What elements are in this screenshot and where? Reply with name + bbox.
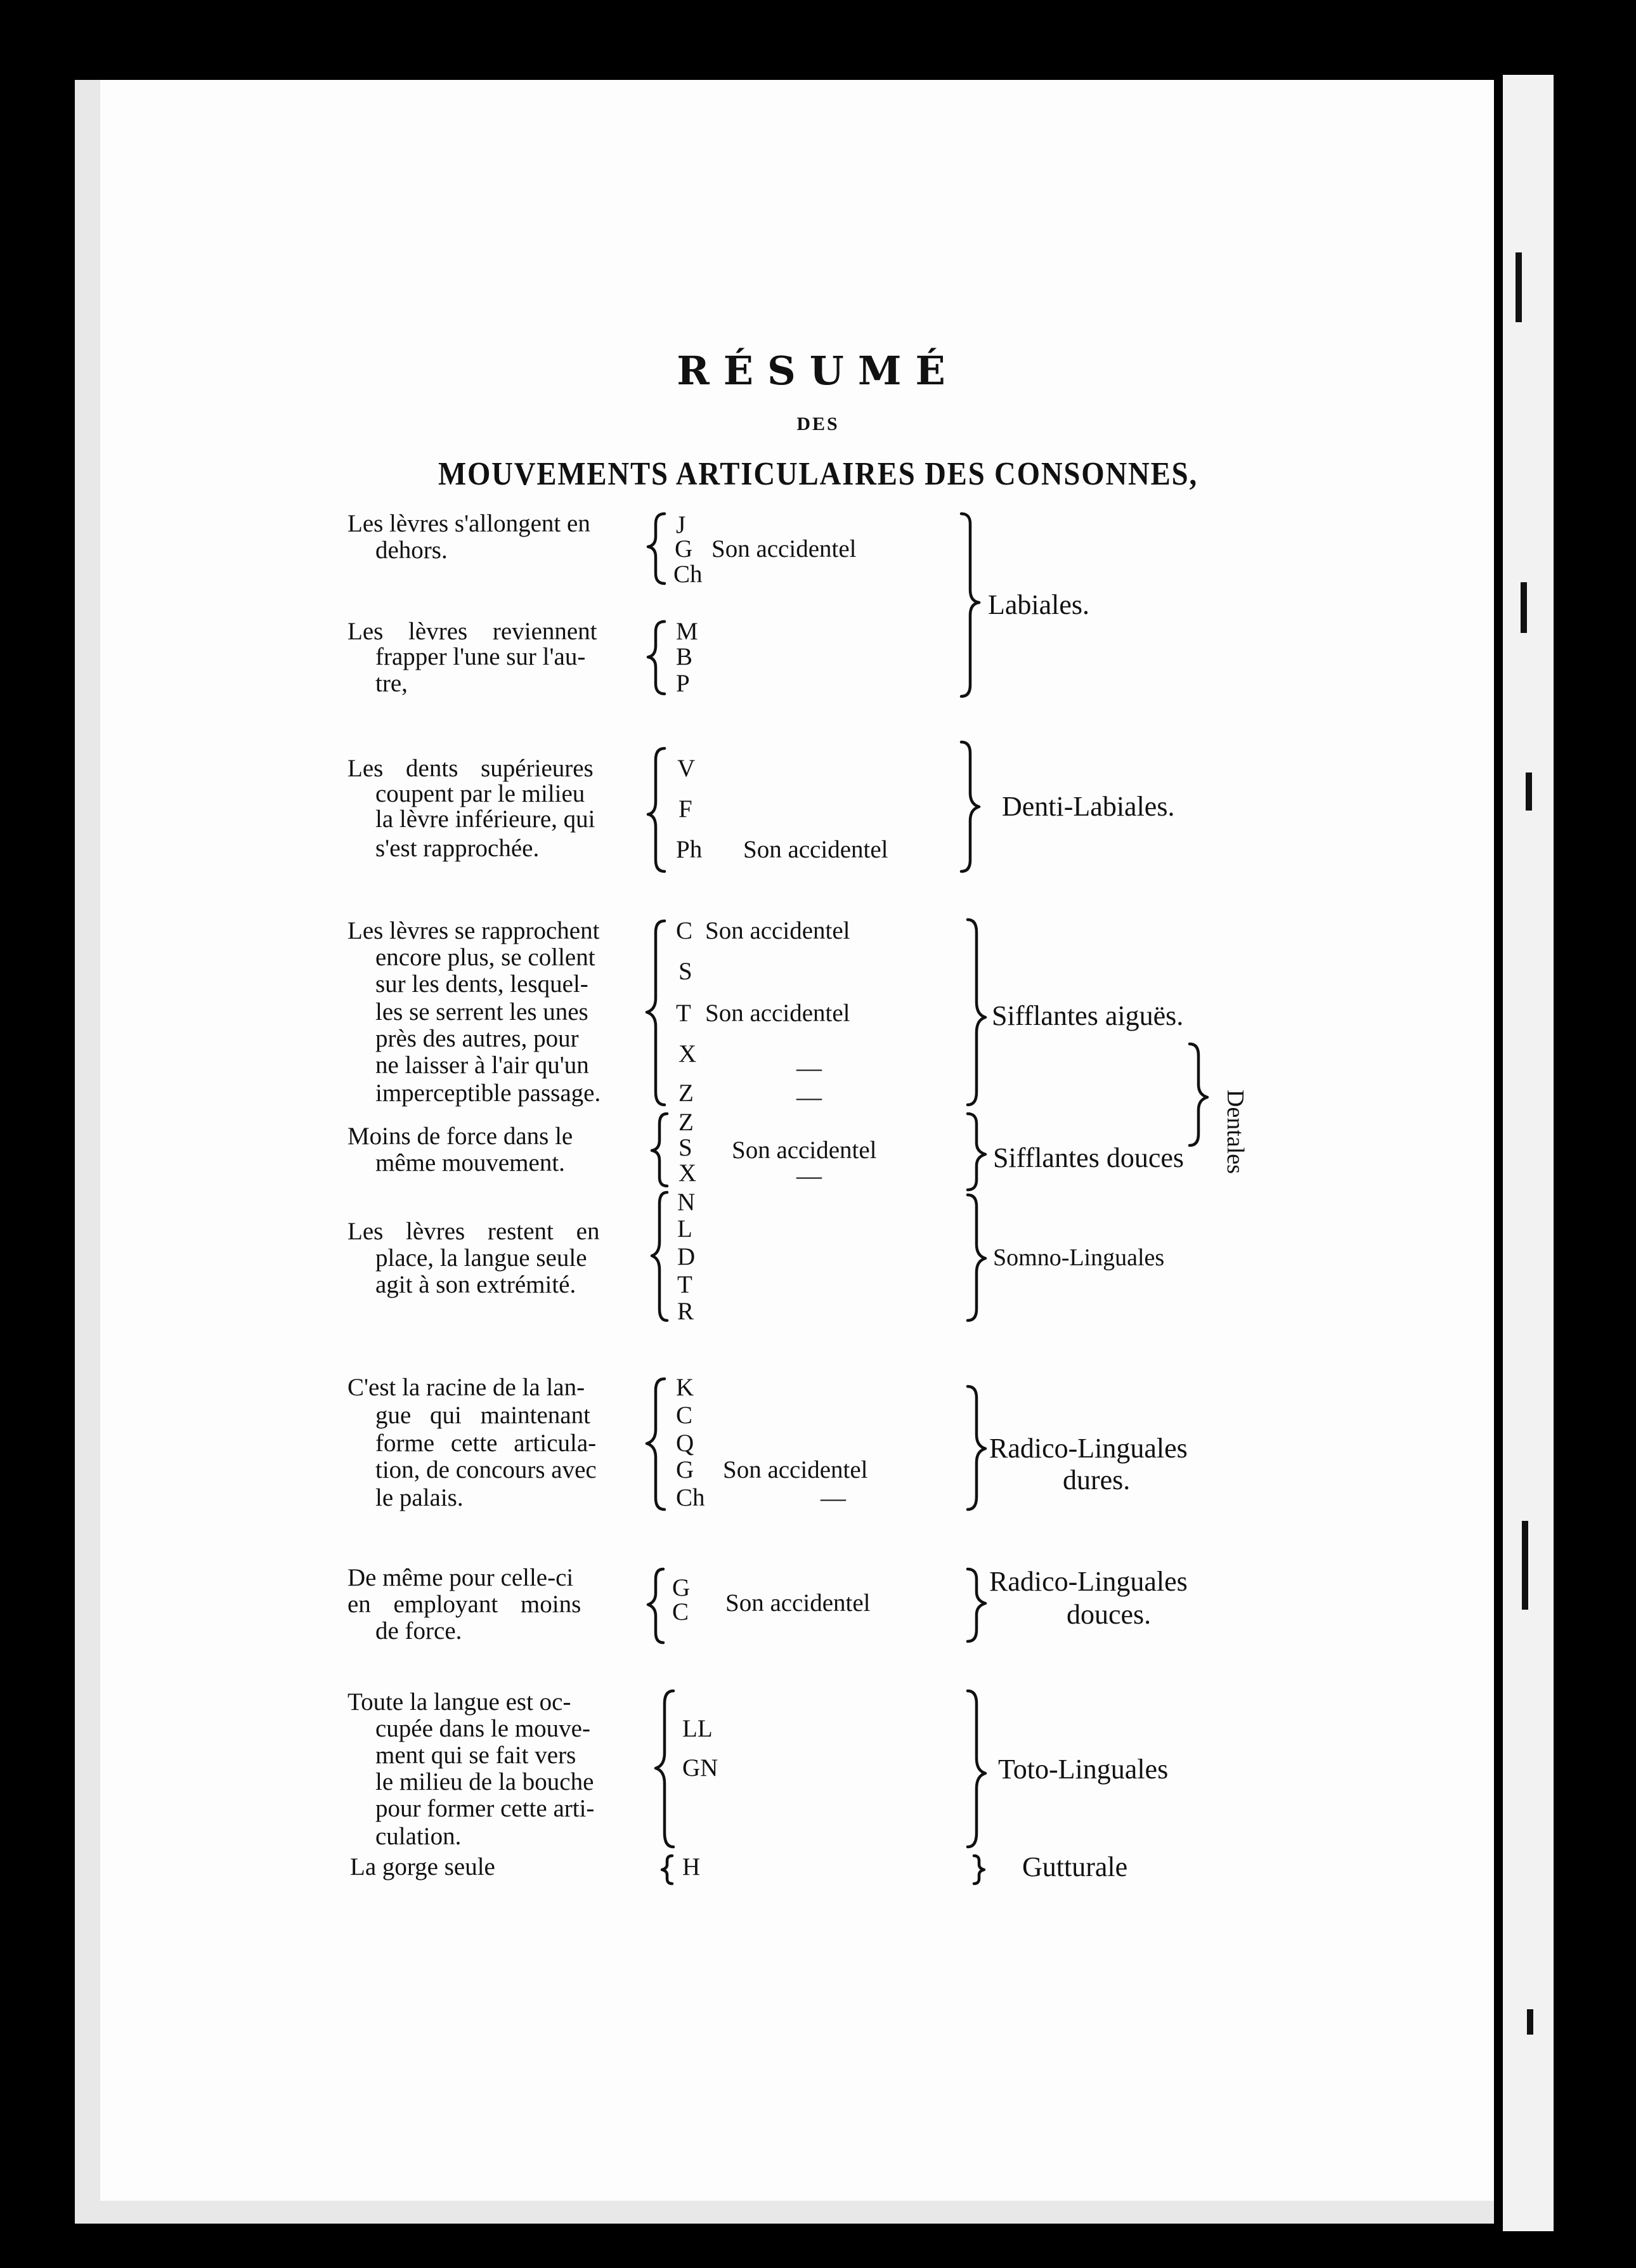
- class-label-toto-linguales: Toto-Linguales: [998, 1754, 1169, 1785]
- left-brace: [652, 1114, 667, 1186]
- consonant-letter: J: [676, 511, 686, 538]
- right-brace: [968, 1386, 985, 1509]
- consonant-letter: K: [676, 1374, 694, 1401]
- left-brace: [662, 1856, 672, 1884]
- desc-line: pour former cette arti-: [375, 1795, 595, 1822]
- consonant-letter: B: [676, 643, 693, 670]
- consonant-letter: GN: [682, 1754, 718, 1782]
- consonant-letter: Z: [678, 1109, 694, 1136]
- desc-line: près des autres, pour: [375, 1025, 579, 1052]
- ditto-dash: —: [796, 1083, 822, 1111]
- class-label-radico-douces: Radico-Linguales: [989, 1566, 1188, 1597]
- left-brace: [652, 1192, 667, 1320]
- consonant-letter: X: [678, 1040, 697, 1067]
- consonant-letter: Z: [678, 1079, 694, 1107]
- desc-line: place, la langue seule: [375, 1244, 587, 1272]
- desc-line: forme cette articula-: [375, 1430, 597, 1457]
- consonant-letter: F: [678, 795, 692, 823]
- desc-line: Toute la langue est oc-: [347, 1688, 571, 1716]
- consonant-letter: M: [676, 618, 698, 645]
- consonant-letter: C: [672, 1598, 689, 1626]
- consonant-letter: G: [675, 535, 693, 563]
- ditto-dash: —: [821, 1483, 846, 1512]
- consonant-letter: V: [677, 755, 696, 782]
- desc-line: en employant moins: [347, 1591, 581, 1618]
- class-label-labiales: Labiales.: [988, 589, 1090, 620]
- ditto-dash: —: [796, 1053, 822, 1082]
- left-brace: [648, 622, 665, 694]
- desc-line: C'est la racine de la lan-: [347, 1374, 585, 1401]
- subtitle-des: DES: [796, 414, 840, 434]
- desc-line: tre,: [375, 670, 408, 697]
- desc-line: Les lèvres restent en: [347, 1218, 600, 1245]
- desc-line: sur les dents, lesquel-: [375, 970, 588, 998]
- consonant-letter: H: [682, 1853, 701, 1880]
- consonant-letter: N: [677, 1189, 696, 1216]
- subtitle-main: MOUVEMENTS ARTICULAIRES DES CONSONNES,: [438, 456, 1198, 492]
- desc-line: imperceptible passage.: [375, 1079, 601, 1107]
- left-brace: [647, 921, 665, 1105]
- left-brace: [648, 748, 665, 871]
- desc-line: frapper l'une sur l'au-: [375, 643, 586, 670]
- desc-line: encore plus, se collent: [375, 944, 595, 971]
- consonant-letter: T: [677, 1271, 692, 1298]
- consonant-letter: R: [677, 1298, 694, 1325]
- consonant-letter: C: [676, 1402, 693, 1429]
- desc-line: le palais.: [375, 1484, 464, 1511]
- class-label-denti-labiales: Denti-Labiales.: [1002, 791, 1175, 822]
- class-label-radico-dures-sub: dures.: [1063, 1464, 1131, 1496]
- consonant-letter: L: [677, 1215, 692, 1242]
- consonant-letter: Ch: [673, 561, 703, 588]
- right-brace: [961, 514, 979, 696]
- left-brace: [647, 1379, 665, 1509]
- class-label-sifflantes-aigues: Sifflantes aiguës.: [992, 1000, 1184, 1031]
- class-label-radico-dures: Radico-Linguales: [989, 1433, 1188, 1464]
- right-brace: [961, 742, 979, 871]
- page-title: RÉSUMÉ: [677, 348, 959, 394]
- desc-line: coupent par le milieu: [375, 780, 585, 807]
- consonant-letter: LL: [682, 1715, 713, 1742]
- left-brace: [656, 1691, 673, 1847]
- consonant-letter: Q: [676, 1430, 694, 1457]
- consonant-letter: S: [678, 958, 692, 985]
- consonant-letter: T: [676, 1000, 691, 1027]
- desc-line: De même pour celle-ci: [347, 1564, 574, 1591]
- class-label-gutturale: Gutturale: [1022, 1851, 1128, 1882]
- right-brace: [968, 1114, 985, 1190]
- son-accidentel-note: Son accidentel: [705, 1000, 850, 1027]
- desc-line: s'est rapprochée.: [375, 835, 540, 862]
- consonant-letter: X: [678, 1159, 697, 1187]
- son-accidentel-note: Son accidentel: [723, 1456, 868, 1483]
- consonant-letter: D: [677, 1243, 696, 1270]
- son-accidentel-note: Son accidentel: [705, 917, 850, 944]
- desc-line: la lèvre inférieure, qui: [375, 805, 595, 833]
- desc-line: gue qui maintenant: [375, 1402, 590, 1429]
- desc-line: culation.: [375, 1823, 462, 1850]
- desc-line: Les dents supérieures: [347, 755, 594, 782]
- dentales-vertical-label: Dentales: [1222, 1090, 1249, 1174]
- ditto-dash: —: [796, 1161, 822, 1190]
- right-brace: [968, 1195, 985, 1320]
- desc-line: tion, de concours avec: [375, 1456, 597, 1483]
- desc-line: dehors.: [375, 537, 448, 564]
- class-label-radico-douces-sub: douces.: [1067, 1599, 1152, 1630]
- son-accidentel-note: Son accidentel: [743, 836, 888, 863]
- desc-line: Moins de force dans le: [347, 1123, 573, 1150]
- son-accidentel-note: Son accidentel: [732, 1137, 877, 1164]
- desc-line: Les lèvres s'allongent en: [347, 510, 590, 537]
- desc-line: La gorge seule: [350, 1853, 495, 1880]
- desc-line: ne laisser à l'air qu'un: [375, 1052, 589, 1079]
- consonant-letter: Ch: [676, 1484, 705, 1511]
- desc-line: Les lèvres reviennent: [347, 618, 597, 645]
- right-brace: [974, 1856, 984, 1884]
- class-label-somno-linguales: Somno-Linguales: [993, 1244, 1165, 1271]
- dentales-brace: [1190, 1044, 1207, 1145]
- right-brace: [968, 920, 985, 1105]
- consonant-letter: G: [676, 1456, 694, 1483]
- desc-line: cupée dans le mouve-: [375, 1715, 590, 1742]
- right-brace: [968, 1691, 985, 1847]
- consonant-letter: Ph: [676, 836, 703, 863]
- desc-line: les se serrent les unes: [375, 998, 588, 1026]
- desc-line: agit à son extrémité.: [375, 1271, 576, 1298]
- consonant-letter: S: [678, 1134, 692, 1161]
- desc-line: même mouvement.: [375, 1149, 565, 1176]
- class-label-sifflantes-douces: Sifflantes douces: [993, 1142, 1185, 1173]
- consonant-letter: P: [676, 670, 690, 697]
- desc-line: ment qui se fait vers: [375, 1742, 576, 1769]
- son-accidentel-note: Son accidentel: [725, 1589, 871, 1617]
- consonant-letter: G: [672, 1574, 691, 1601]
- son-accidentel-note: Son accidentel: [711, 535, 857, 563]
- right-brace: [968, 1569, 985, 1641]
- desc-line: le milieu de la bouche: [375, 1768, 594, 1796]
- desc-line: Les lèvres se rapprochent: [347, 917, 600, 944]
- left-brace: [648, 514, 665, 583]
- desc-line: de force.: [375, 1617, 462, 1645]
- left-brace: [648, 1569, 663, 1643]
- consonant-letter: C: [676, 917, 693, 944]
